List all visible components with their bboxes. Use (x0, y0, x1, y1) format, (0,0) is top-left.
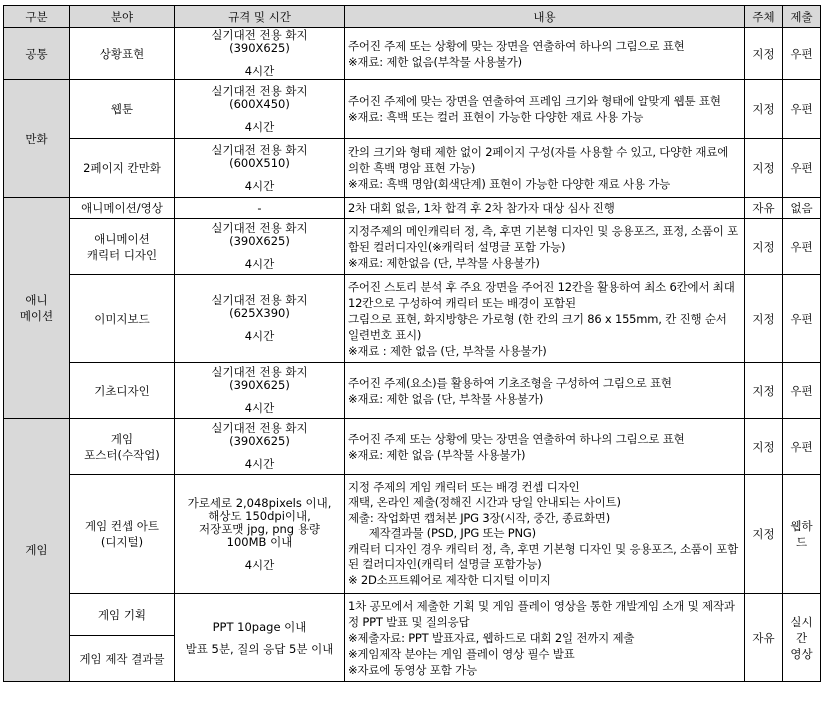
submit-cell: 우편 (783, 28, 821, 80)
table-row (4, 594, 821, 636)
content-cell: 칸의 크기와 형태 제한 없이 2페이지 구성(자를 사용할 수 있고, 다양한 재료에 의한 흑백 명암 표현 가능) ※재료: 흑백 명암(회색단계) 표현이 가능한 다양한 재료 사용 가능 (345, 139, 745, 198)
content-cell: 지정주제의 메인캐릭터 정, 측, 후면 기본형 디자인 및 응용포즈, 표정, 소품이 포함된 컬러디자인(※캐릭터 설명글 포함 가능) ※재료: 제한없음 (단, 부착물 사용불가) (345, 219, 745, 275)
submit-cell: 없음 (783, 198, 821, 219)
submit-cell: 우편 (783, 275, 821, 363)
subject-cell: 지정 (745, 275, 783, 363)
content-cell: 주어진 주제 또는 상황에 맞는 장면을 연출하여 하나의 그림으로 표현 ※재료: 제한 없음 (부착물 사용불가) (345, 419, 745, 475)
content-cell: 주어진 스토리 분석 후 주요 장면을 주어진 12칸을 활용하여 최소 6칸에서 최대 12칸으로 구성하여 캐릭터 또는 배경이 포함된 그림으로 표현, 화지방향은 가로형 (한 칸의 크기 86 x 155mm, 칸 진행 순서 일련번호 표시) ※재료 : 제한 없음 (단, 부착물 사용불가) (345, 275, 745, 363)
submit-cell: 우편 (783, 80, 821, 139)
submit-cell: 웹하드 (783, 475, 821, 594)
spec-cell: 실기대전 전용 화지 (600X450) 4시간 (175, 80, 345, 139)
field-cell: 게임 기획 (70, 594, 175, 636)
spec-cell: PPT 10page 이내 발표 5분, 질의 응답 5분 이내 (175, 594, 345, 682)
subject-cell: 지정 (745, 28, 783, 80)
header-row (4, 6, 821, 28)
table-row (4, 80, 821, 139)
spec-cell: 가로세로 2,048pixels 이내, 해상도 150dpi이내, 저장포맷 jpg, png 용량 100MB 이내 4시간 (175, 475, 345, 594)
group-animation: 애니 메이션 (4, 198, 70, 419)
subject-cell: 자유 (745, 594, 783, 682)
subject-cell: 지정 (745, 139, 783, 198)
table-row (4, 419, 821, 475)
submit-cell: 우편 (783, 139, 821, 198)
field-cell: 2페이지 칸만화 (70, 139, 175, 198)
table-row (4, 363, 821, 419)
spec-cell: 실기대전 전용 화지 (390X625) 4시간 (175, 363, 345, 419)
spec-cell: - (175, 198, 345, 219)
table-row (4, 475, 821, 594)
submit-cell: 우편 (783, 219, 821, 275)
content-cell: 주어진 주제(요소)를 활용하여 기초조형을 구성하여 그림으로 표현 ※재료: 제한 없음 (단, 부착물 사용불가) (345, 363, 745, 419)
field-cell: 기초디자인 (70, 363, 175, 419)
field-cell: 게임 컨셉 아트 (디지털) (70, 475, 175, 594)
subject-cell: 지정 (745, 419, 783, 475)
submit-cell: 우편 (783, 419, 821, 475)
spec-cell: 실기대전 전용 화지 (390X625) 4시간 (175, 28, 345, 80)
field-cell: 상황표현 (70, 28, 175, 80)
subject-cell: 지정 (745, 475, 783, 594)
header-category: 구분 (4, 6, 70, 28)
spec-cell: 실기대전 전용 화지 (390X625) 4시간 (175, 419, 345, 475)
table-row (4, 198, 821, 219)
header-spec: 규격 및 시간 (175, 6, 345, 28)
content-cell: 주어진 주제 또는 상황에 맞는 장면을 연출하여 하나의 그림으로 표현 ※재료: 제한 없음(부착물 사용불가) (345, 28, 745, 80)
subject-cell: 지정 (745, 219, 783, 275)
field-cell: 게임 포스터(수작업) (70, 419, 175, 475)
content-cell: 주어진 주제에 맞는 장면을 연출하여 프레임 크기와 형태에 알맞게 웹툰 표현 ※재료: 흑백 또는 컬러 표현이 가능한 다양한 재료 사용 가능 (345, 80, 745, 139)
submit-cell: 우편 (783, 363, 821, 419)
group-manhwa: 만화 (4, 80, 70, 198)
field-cell: 게임 제작 결과물 (70, 636, 175, 682)
spec-cell: 실기대전 전용 화지 (390X625) 4시간 (175, 219, 345, 275)
content-cell: 2차 대회 없음, 1차 합격 후 2차 참가자 대상 심사 진행 (345, 198, 745, 219)
group-common: 공통 (4, 28, 70, 80)
content-cell: 지정 주제의 게임 캐릭터 또는 배경 컨셉 디자인 재택, 온라인 제출(정해진 시간과 당일 안내되는 사이트) 제출: 작업화면 캡쳐본 JPG 3장(시작, 중간, 종료화면) 제작결과물 (PSD, JPG 또는 PNG) 캐릭터 디자인 경우 캐릭터 정, 측, 후면 기본형 디자인 및 응용포즈, 소품이 포함된 컬러디자인(캐릭터 설명글 포함가능) ※ 2D소프트웨어로 제작한 디지털 이미지 (345, 475, 745, 594)
table-row (4, 275, 821, 363)
subject-cell: 자유 (745, 198, 783, 219)
header-content: 내용 (345, 6, 745, 28)
group-game: 게임 (4, 419, 70, 682)
submit-cell: 실시간 영상 (783, 594, 821, 682)
spec-cell: 실기대전 전용 화지 (625X390) 4시간 (175, 275, 345, 363)
competition-table (3, 5, 821, 682)
field-cell: 이미지보드 (70, 275, 175, 363)
table-row (4, 28, 821, 80)
field-cell: 애니메이션/영상 (70, 198, 175, 219)
subject-cell: 지정 (745, 363, 783, 419)
table-row (4, 219, 821, 275)
table-row (4, 139, 821, 198)
header-submit: 제출 (783, 6, 821, 28)
subject-cell: 지정 (745, 80, 783, 139)
field-cell: 웹툰 (70, 80, 175, 139)
header-field: 분야 (70, 6, 175, 28)
spec-cell: 실기대전 전용 화지 (600X510) 4시간 (175, 139, 345, 198)
header-subject: 주체 (745, 6, 783, 28)
content-cell: 1차 공모에서 제출한 기획 및 게임 플레이 영상을 통한 개발게임 소개 및 제작과정 PPT 발표 및 질의응답 ※제출자료: PPT 발표자료, 웹하드로 대회 2일 전까지 제출 ※게임제작 분야는 게임 플레이 영상 필수 발표 ※자료에 동영상 포함 가능 (345, 594, 745, 682)
field-cell: 애니메이션 캐릭터 디자인 (70, 219, 175, 275)
